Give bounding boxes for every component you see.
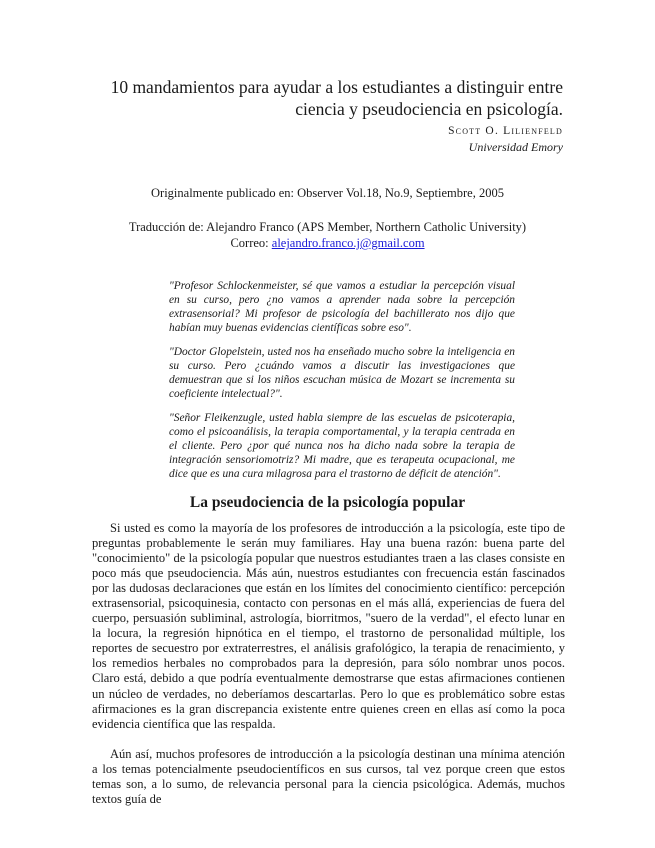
quotes-block — [169, 279, 515, 491]
email-line — [0, 235, 655, 251]
publication-info: Originalmente publicado en: Observer Vol.18, No.9, Septiembre, 2005 — [151, 186, 504, 200]
paragraph-2: Aún así, muchos profesores de introducción a la psicología destinan una mínima atención a los temas potencialmente pseudocientíficos en sus cursos, tal vez porque creen que estos temas son, a lo sumo, de relevancia personal para la ciencia psicológica. Además, muchos textos guía de — [92, 746, 565, 806]
email-link[interactable]: alejandro.franco.j@gmail.com — [271, 236, 425, 250]
quote-3: "Señor Fleikenzugle, usted habla siempre de las escuelas de psicoterapia, como el psicoanálisis, la terapia comportamental, y la terapia centrada en el cliente. Pero ¿por qué nunca nos ha dicho nada sobre la terapia de integración sensoriomotriz? Mi madre, que es terapeuta ocupacional, me dice que es una cura milagrosa para el trastorno de déficit de atención". — [169, 411, 515, 481]
translation-credit: Traducción de: Alejandro Franco (APS Member, Northern Catholic University) — [128, 220, 527, 234]
section-heading: La pseudociencia de la psicología popular — [189, 494, 466, 511]
quote-1: "Profesor Schlockenmeister, sé que vamos a estudiar la percepción visual en su curso, pero ¿no vamos a aprender nada sobre la percepción extrasensorial? Mi profesor de psicología del bachillerato nos dijo que habían muy buenas evidencias científicas sobre eso". — [169, 280, 515, 335]
author-affiliation: Universidad Emory — [468, 140, 563, 154]
translation-block — [0, 219, 655, 251]
body-text — [92, 521, 565, 822]
email-label: Correo: — [230, 236, 269, 250]
document-title: 10 mandamientos para ayudar a los estudiantes a distinguir entre ciencia y pseudociencia en psicología. — [110, 77, 563, 119]
paragraph-1: Si usted es como la mayoría de los profesores de introducción a la psicología, este tipo de preguntas probablemente le serán muy familiares. Hay una buena razón: buena parte del "conocimiento" de la psicología popular que nuestros estudiantes traen a las clases consiste en poco más que pseudociencia. Más aún, nuestros estudiantes con frecuencia están fascinados por las dudosas declaraciones que están en los límites del conocimiento científico: percepción extrasensorial, psicoquinesia, contacto con personas en el más allá, experiencias de fuera del cuerpo, persuasión subliminal, astrología, biorritmos, "suero de la verdad", el efecto lunar en la locura, la regresión hipnótica en el tiempo, el trastorno de personalidad múltiple, los reportes de secuestro por extraterrestres, el análisis grafológico, la terapia de renacimiento, y los remedios herbales no comprobados para la depresión, para sólo nombrar unos pocos. Claro está, debido a que podría eventualmente demostrarse que estas afirmaciones contienen un núcleo de verdades, no deberíamos descartarlas. Pero lo que es problemático sobre estas afirmaciones es la gran discrepancia existente entre quienes creen en ellas así como la poca evidencia científica que las respalda. — [92, 521, 565, 731]
author-name: Scott O. Lilienfeld — [448, 125, 563, 137]
quote-2: "Doctor Glopelstein, usted nos ha enseñado mucho sobre la inteligencia en su curso. Pero ¿cuándo vamos a discutir las investigaciones que demuestran que si los niños escuchan música de Mozart se incrementa su coeficiente intelectual?". — [169, 345, 515, 401]
